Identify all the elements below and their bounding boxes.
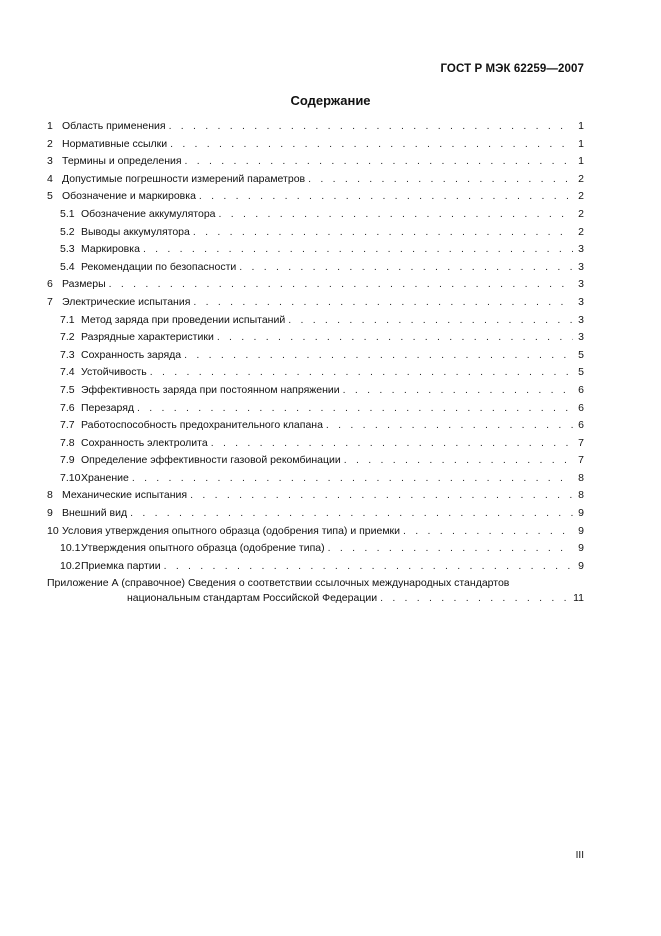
appendix-title-continuation: национальным стандартам Российской Федерации <box>127 592 378 605</box>
toc-entry-page-number: 3 <box>578 243 584 256</box>
toc-entry-page-number: 2 <box>578 225 584 238</box>
dot-leader <box>343 382 573 400</box>
toc-entry-page-number: 1 <box>578 137 584 150</box>
toc-entry[interactable] <box>47 294 584 312</box>
toc-entry-label: Механические испытания <box>62 489 188 502</box>
toc-entry[interactable] <box>47 417 584 435</box>
toc-entry-page-number: 9 <box>578 507 584 520</box>
dot-leader <box>219 206 573 224</box>
toc-entry-label: Размеры <box>62 278 106 291</box>
toc-entry-label: Область применения <box>62 120 166 132</box>
toc-entry-number: 6 <box>47 278 53 291</box>
toc-entry-number: 2 <box>47 137 53 150</box>
toc-entry-number: 1 <box>47 120 53 132</box>
toc-entry[interactable] <box>47 118 584 136</box>
toc-entry-page-number: 8 <box>578 489 584 502</box>
toc-entry-number: 4 <box>47 172 53 185</box>
toc-entry[interactable] <box>47 224 584 242</box>
toc-entry[interactable] <box>47 153 584 171</box>
toc-entry-page-number: 7 <box>578 454 584 467</box>
toc-entry-label: Условия утверждения опытного образца (одобрения типа) и приемки <box>62 524 401 537</box>
toc-entry[interactable] <box>47 188 584 206</box>
toc-entry-label: Сохранность электролита <box>81 436 208 449</box>
toc-entry[interactable] <box>47 136 584 154</box>
dot-leader <box>132 470 573 488</box>
toc-entry[interactable] <box>47 241 584 259</box>
toc-entry[interactable] <box>47 329 584 347</box>
toc-entry-page-number: 1 <box>578 155 584 168</box>
toc-entries <box>47 118 584 575</box>
dot-leader <box>308 171 573 189</box>
toc-appendix-entry[interactable] <box>47 576 584 606</box>
toc-entry-page-number: 3 <box>578 313 584 326</box>
toc-entry-page-number: 6 <box>578 383 584 396</box>
toc-entry-number: 5.2 <box>60 225 75 238</box>
dot-leader <box>380 591 570 606</box>
toc-entry[interactable] <box>47 171 584 189</box>
table-of-contents <box>47 118 584 606</box>
toc-entry-label: Нормативные ссылки <box>62 137 168 150</box>
toc-entry-label: Метод заряда при проведении испытаний <box>81 313 286 326</box>
toc-entry-label: Работоспособность предохранительного клапана <box>81 419 323 432</box>
dot-leader <box>143 241 573 259</box>
toc-entry-number: 7.5 <box>60 383 75 396</box>
appendix-continuation-line <box>47 591 584 606</box>
dot-leader <box>344 452 573 470</box>
toc-entry[interactable] <box>47 364 584 382</box>
toc-entry[interactable] <box>47 382 584 400</box>
toc-entry[interactable] <box>47 523 584 541</box>
dot-leader <box>109 276 573 294</box>
toc-entry-page-number: 2 <box>578 172 584 185</box>
toc-entry-number: 3 <box>47 155 53 168</box>
dot-leader <box>288 312 573 330</box>
dot-leader <box>403 523 573 541</box>
toc-entry-number: 7.7 <box>60 419 75 432</box>
toc-entry[interactable] <box>47 470 584 488</box>
toc-entry-number: 5 <box>47 190 53 203</box>
toc-entry-page-number: 5 <box>578 366 584 379</box>
dot-leader <box>164 558 573 576</box>
dot-leader <box>170 136 573 154</box>
toc-entry-number: 5.4 <box>60 260 75 273</box>
dot-leader <box>130 505 573 523</box>
toc-entry[interactable] <box>47 259 584 277</box>
toc-entry-page-number: 2 <box>578 207 584 220</box>
toc-entry-label: Эффективность заряда при постоянном напряжении <box>81 383 340 396</box>
dot-leader <box>328 540 573 558</box>
dot-leader <box>184 347 573 365</box>
appendix-title-line: Приложение А (справочное) Сведения о соответствии ссылочных международных стандартов <box>47 577 510 590</box>
dot-leader <box>150 364 573 382</box>
toc-entry-label: Обозначение аккумулятора <box>81 207 216 220</box>
toc-entry-label: Выводы аккумулятора <box>81 225 190 238</box>
toc-entry-page-number: 9 <box>578 524 584 537</box>
toc-entry-label: Сохранность заряда <box>81 348 182 361</box>
dot-leader <box>217 329 573 347</box>
toc-entry[interactable] <box>47 505 584 523</box>
dot-leader <box>190 487 573 505</box>
toc-entry-page-number: 6 <box>578 419 584 432</box>
toc-entry-label: Определение эффективности газовой рекомбинации <box>81 454 341 467</box>
page-number: III <box>575 850 584 861</box>
toc-entry-label: Перезаряд <box>81 401 135 414</box>
toc-entry-number: 7.6 <box>60 401 75 414</box>
toc-entry-page-number: 8 <box>578 471 584 484</box>
dot-leader <box>211 435 573 453</box>
toc-entry-page-number: 1 <box>578 120 584 132</box>
toc-entry-number: 5.3 <box>60 243 75 256</box>
toc-entry[interactable] <box>47 487 584 505</box>
toc-entry-label: Внешний вид <box>62 507 128 520</box>
appendix-page-number: 11 <box>573 592 584 605</box>
toc-entry-number: 5.1 <box>60 207 75 220</box>
dot-leader <box>169 118 573 136</box>
toc-entry-number: 7.3 <box>60 348 75 361</box>
toc-entry-page-number: 3 <box>578 260 584 273</box>
toc-entry-number: 7.2 <box>60 331 75 344</box>
toc-entry-label: Устойчивость <box>81 366 147 379</box>
toc-entry-number: 7 <box>47 295 53 308</box>
toc-entry-number: 7.4 <box>60 366 75 379</box>
toc-entry[interactable] <box>47 276 584 294</box>
dot-leader <box>185 153 573 171</box>
toc-entry-page-number: 7 <box>578 436 584 449</box>
toc-entry-label: Хранение <box>81 471 129 484</box>
toc-entry-number: 7.10 <box>60 471 81 484</box>
toc-entry-number: 7.8 <box>60 436 75 449</box>
toc-entry-number: 7.1 <box>60 313 75 326</box>
toc-entry-page-number: 3 <box>578 278 584 291</box>
toc-entry[interactable] <box>47 558 584 576</box>
toc-entry-label: Приемка партии <box>81 559 161 572</box>
toc-entry[interactable] <box>47 206 584 224</box>
toc-entry[interactable] <box>47 347 584 365</box>
toc-entry[interactable] <box>47 435 584 453</box>
dot-leader <box>193 224 573 242</box>
toc-entry-label: Утверждения опытного образца (одобрение типа) <box>81 542 325 555</box>
toc-entry-number: 8 <box>47 489 53 502</box>
toc-entry-page-number: 9 <box>578 542 584 555</box>
toc-entry[interactable] <box>47 452 584 470</box>
document-code: ГОСТ Р МЭК 62259—2007 <box>440 63 584 75</box>
dot-leader <box>137 400 573 418</box>
toc-entry-number: 7.9 <box>60 454 75 467</box>
toc-entry-label: Электрические испытания <box>62 295 191 308</box>
toc-entry-number: 10 <box>47 524 59 537</box>
toc-entry-number: 10.2 <box>60 559 81 572</box>
toc-entry-page-number: 3 <box>578 295 584 308</box>
dot-leader <box>239 259 573 277</box>
toc-entry-label: Термины и определения <box>62 155 182 168</box>
toc-entry-page-number: 6 <box>578 401 584 414</box>
page-title: Содержание <box>290 93 371 108</box>
toc-entry-label: Допустимые погрешности измерений параметров <box>62 172 306 185</box>
toc-entry-page-number: 3 <box>578 331 584 344</box>
toc-entry[interactable] <box>47 312 584 330</box>
toc-entry-label: Рекомендации по безопасности <box>81 260 237 273</box>
dot-leader <box>199 188 573 206</box>
toc-entry-label: Обозначение и маркировка <box>62 190 196 203</box>
toc-entry[interactable] <box>47 400 584 418</box>
toc-entry-label: Разрядные характеристики <box>81 331 214 344</box>
toc-entry-number: 9 <box>47 507 53 520</box>
toc-entry[interactable] <box>47 540 584 558</box>
dot-leader <box>193 294 573 312</box>
toc-entry-number: 10.1 <box>60 542 81 555</box>
dot-leader <box>326 417 573 435</box>
toc-entry-label: Маркировка <box>81 243 140 256</box>
toc-entry-page-number: 2 <box>578 190 584 203</box>
toc-entry-page-number: 9 <box>578 559 584 572</box>
toc-entry-page-number: 5 <box>578 348 584 361</box>
